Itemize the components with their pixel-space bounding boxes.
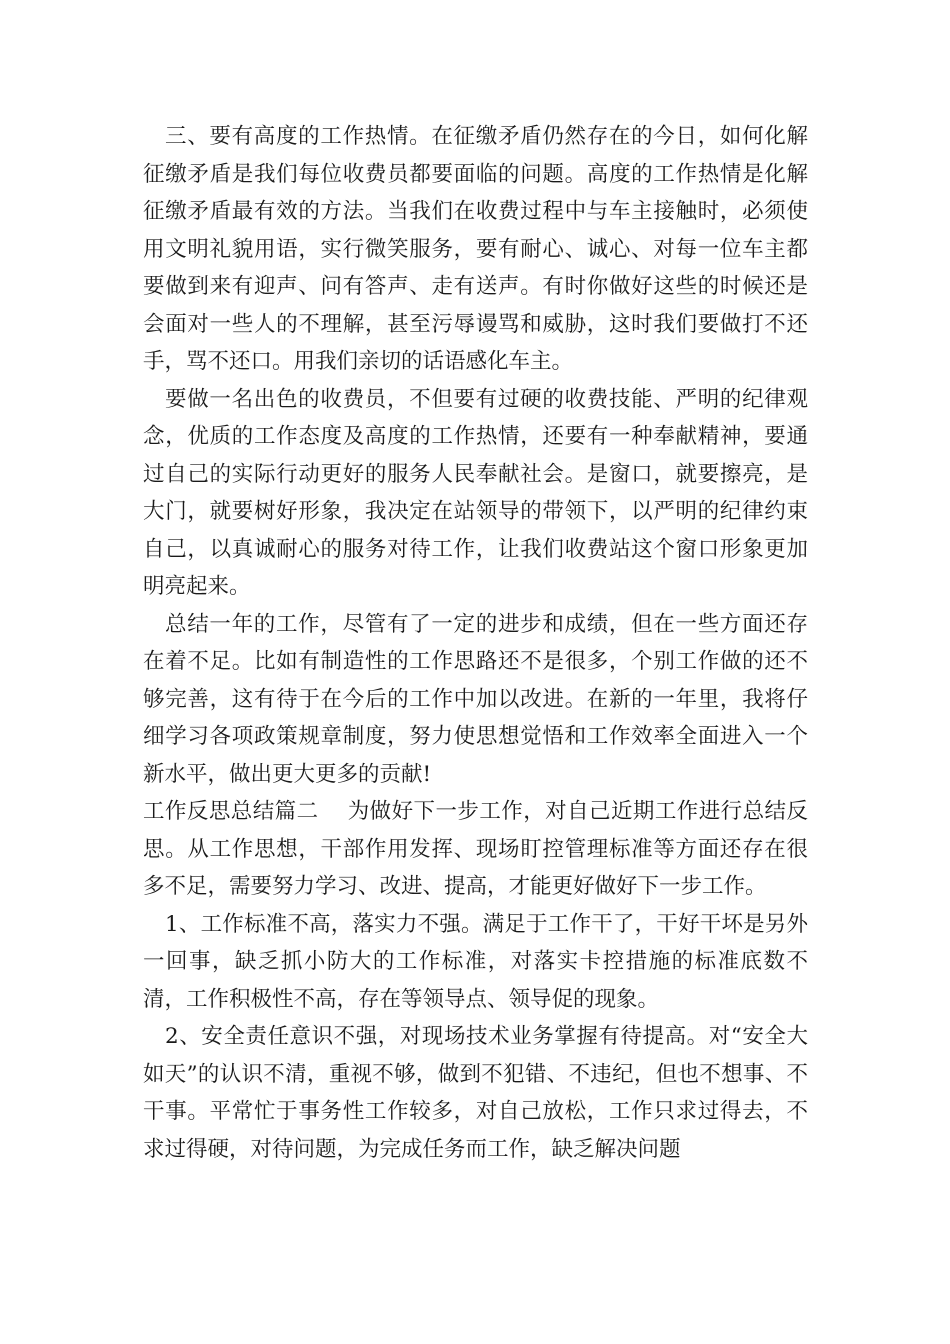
paragraph-item-2: 2、安全责任意识不强，对现场技术业务掌握有待提高。对“安全大如天”的认识不清，重视不够，做到不犯错、不违纪，但也不想事、不干事。平常忙于事务性工作较多，对自己放松，工作只求过得去，不求过得硬，对待问题，为完成任务而工作，缺乏解决问题 — [143, 1024, 808, 1162]
document-page — [143, 118, 808, 1168]
paragraph-dedication: 要做一名出色的收费员，不但要有过硬的收费技能、严明的纪律观念，优质的工作态度及高度的工作热情，还要有一种奉献精神，要通过自己的实际行动更好的服务人民奉献社会。是窗口，就要擦亮，是大门，就要树好形象，我决定在站领导的带领下，以严明的纪律约束自己，以真诚耐心的服务对待工作，让我们收费站这个窗口形象更加明亮起来。 — [143, 386, 808, 599]
paragraph-part-two-intro: 工作反思总结篇二 为做好下一步工作，对自己近期工作进行总结反思。从工作思想，干部作用发挥、现场盯控管理标准等方面还存在很多不足，需要努力学习、改进、提高，才能更好做好下一步工作。 — [143, 799, 808, 899]
paragraph-year-summary: 总结一年的工作，尽管有了一定的进步和成绩，但在一些方面还存在着不足。比如有制造性的工作思路还不是很多，个别工作做的还不够完善，这有待于在今后的工作中加以改进。在新的一年里，我将仔细学习各项政策规章制度，努力使思想觉悟和工作效率全面进入一个新水平，做出更大更多的贡献! — [143, 611, 808, 787]
paragraph-work-enthusiasm: 三、要有高度的工作热情。在征缴矛盾仍然存在的今日，如何化解征缴矛盾是我们每位收费员都要面临的问题。高度的工作热情是化解征缴矛盾最有效的方法。当我们在收费过程中与车主接触时，必须使用文明礼貌用语，实行微笑服务，要有耐心、诚心、对每一位车主都要做到来有迎声、问有答声、走有送声。有时你做好这些的时候还是会面对一些人的不理解，甚至污辱谩骂和威胁，这时我们要做打不还手，骂不还口。用我们亲切的话语感化车主。 — [143, 124, 808, 374]
paragraph-item-1: 1、工作标准不高，落实力不强。满足于工作干了，干好干坏是另外一回事，缺乏抓小防大的工作标准，对落实卡控措施的标准底数不清，工作积极性不高，存在等领导点、领导促的现象。 — [143, 911, 808, 1012]
